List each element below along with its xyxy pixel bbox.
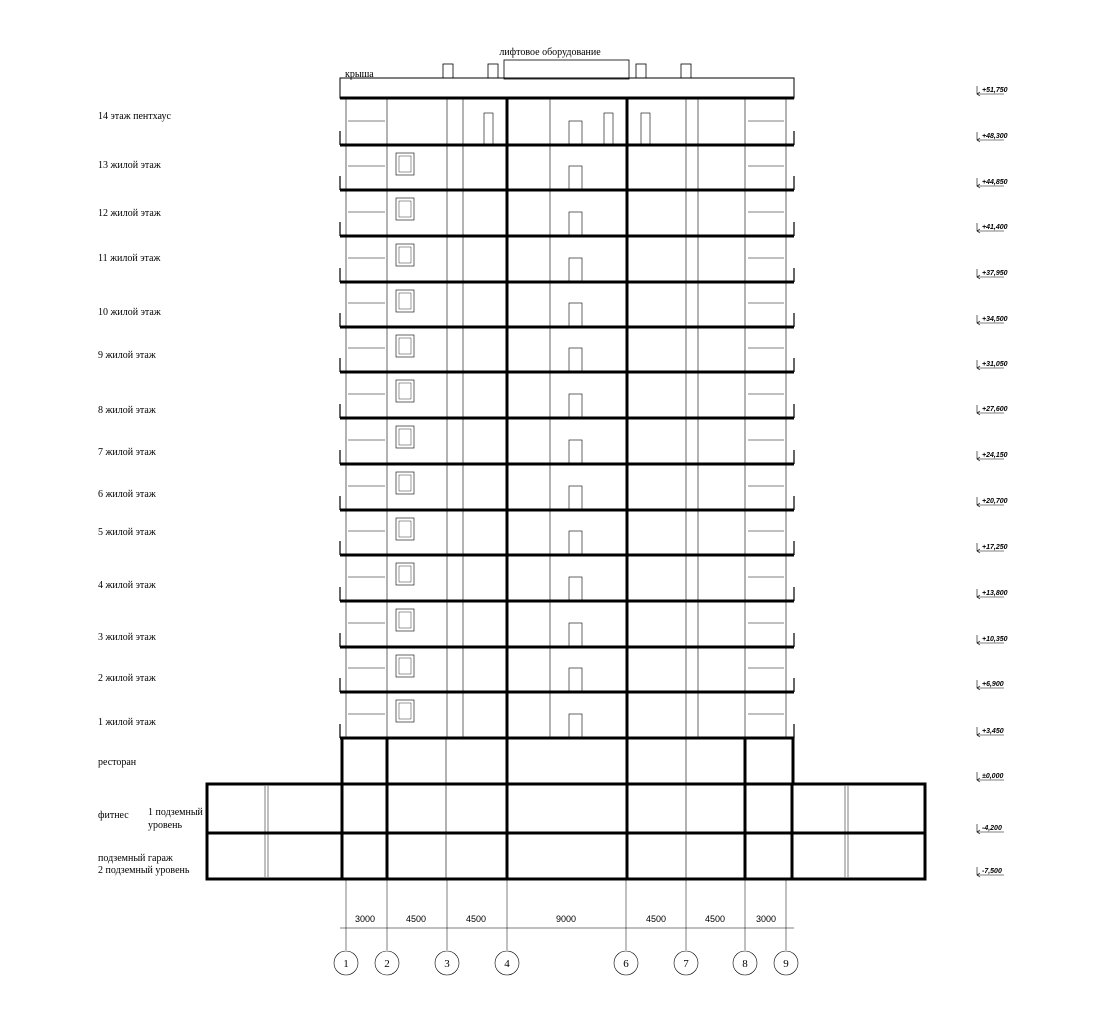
span-dimension: 4500 [405,914,427,924]
window [396,426,414,448]
door [569,714,582,738]
level-value: +10,350 [982,636,1008,643]
roof-superstructure [340,60,794,98]
axis-marker [334,880,358,975]
axis-number: 2 [384,958,390,970]
window [396,518,414,540]
level-value: +31,050 [982,361,1008,368]
door [569,348,582,372]
floor-label: 8 жилой этаж [98,405,156,416]
floor-label: 10 жилой этаж [98,307,161,318]
podium-structure [207,738,925,880]
level-mark [977,680,1004,690]
level-mark [977,451,1008,461]
window-pane [399,383,411,399]
window-pane [399,247,411,263]
level-value: +37,950 [982,270,1008,277]
door [641,113,650,144]
span-dimension: 3000 [755,914,777,924]
lift-equipment-note: лифтовое оборудование [499,47,601,58]
axis-number: 3 [444,958,450,970]
door [569,486,582,510]
level-value: +24,150 [982,452,1008,459]
underground-label: уровень [148,820,183,831]
garage-label: подземный гараж [98,853,173,864]
door [569,121,582,145]
axis-number: 9 [783,958,789,970]
level-value: +44,850 [982,179,1008,186]
window-pane [399,429,411,445]
level-value: +13,800 [982,590,1008,597]
axis-marker [614,880,638,975]
window-pane [399,338,411,354]
window [396,198,414,220]
level-value: +20,700 [982,498,1008,505]
floor-label: 14 этаж пентхаус [98,111,171,122]
level-value: ±0,000 [982,773,1004,780]
axis-number: 1 [343,958,349,970]
window-pane [399,658,411,674]
level-value: +17,250 [982,544,1008,551]
window [396,335,414,357]
floor-label: 5 жилой этаж [98,527,156,538]
span-dimension: 4500 [645,914,667,924]
door [569,394,582,418]
level-value: +6,900 [982,681,1004,688]
window [396,380,414,402]
level-mark [977,772,1004,782]
span-dimension: 9000 [555,914,577,924]
span-dimension: 4500 [704,914,726,924]
door [604,113,613,144]
floor-label: 3 жилой этаж [98,632,156,643]
floor-label: 13 жилой этаж [98,160,161,171]
level-mark [977,543,1008,553]
level-value: +27,600 [982,406,1008,413]
level-mark [977,405,1008,415]
window-pane [399,156,411,172]
window-pane [399,475,411,491]
level-mark [977,132,1008,142]
level-mark [977,315,1008,325]
axis-marker [435,880,459,975]
level-value: +41,400 [982,224,1008,231]
floor-label: 9 жилой этаж [98,350,156,361]
door [569,303,582,327]
level-marks [977,86,1008,877]
restaurant-level [342,738,793,784]
door [569,166,582,190]
level-value: -7,500 [982,868,1002,875]
span-dimension: 3000 [354,914,376,924]
door [569,577,582,601]
axis-number: 4 [504,958,510,970]
underground-label: 1 подземный [148,807,203,818]
dimension-line [340,914,794,928]
level-mark [977,497,1008,507]
level-mark [977,178,1008,188]
door [569,668,582,692]
window [396,700,414,722]
level-value: +48,300 [982,133,1008,140]
level-mark [977,635,1008,645]
door [569,258,582,282]
roof-note: крыша [345,69,374,80]
window [396,472,414,494]
door [569,623,582,647]
level-value: -4,200 [982,825,1002,832]
garage-label: 2 подземный уровень [98,865,190,876]
floor-label: ресторан [98,757,137,768]
level-mark [977,824,1004,834]
span-dimension: 4500 [465,914,487,924]
floor-label: 7 жилой этаж [98,447,156,458]
axis-grid [334,880,798,975]
window [396,153,414,175]
tower-structure [340,98,794,880]
floor-label: 6 жилой этаж [98,489,156,500]
window [396,609,414,631]
floor-label: 12 жилой этаж [98,208,161,219]
axis-marker [733,880,757,975]
floor-label: 4 жилой этаж [98,580,156,591]
window-pane [399,521,411,537]
floor-label: 2 жилой этаж [98,673,156,684]
floor-label: фитнес [98,810,129,821]
floor-label: 1 жилой этаж [98,717,156,728]
level-mark [977,867,1004,877]
window [396,655,414,677]
axis-marker [674,880,698,975]
level-mark [977,86,1008,96]
axis-marker [774,880,798,975]
level-mark [977,360,1008,370]
axis-marker [495,880,519,975]
window-pane [399,201,411,217]
axis-marker [375,880,399,975]
window-pane [399,566,411,582]
level-mark [977,223,1008,233]
level-value: +3,450 [982,728,1004,735]
window [396,244,414,266]
window [396,563,414,585]
window-pane [399,612,411,628]
level-mark [977,727,1004,737]
window-pane [399,293,411,309]
door [569,212,582,236]
door [569,440,582,464]
axis-number: 6 [623,958,629,970]
axis-number: 8 [742,958,748,970]
floor-label: 11 жилой этаж [98,253,161,264]
window [396,290,414,312]
level-mark [977,589,1008,599]
door [569,531,582,555]
level-value: +51,750 [982,87,1008,94]
door [484,113,493,144]
window-pane [399,703,411,719]
level-value: +34,500 [982,316,1008,323]
level-mark [977,269,1008,279]
axis-number: 7 [683,958,689,970]
floor-labels [98,111,204,876]
